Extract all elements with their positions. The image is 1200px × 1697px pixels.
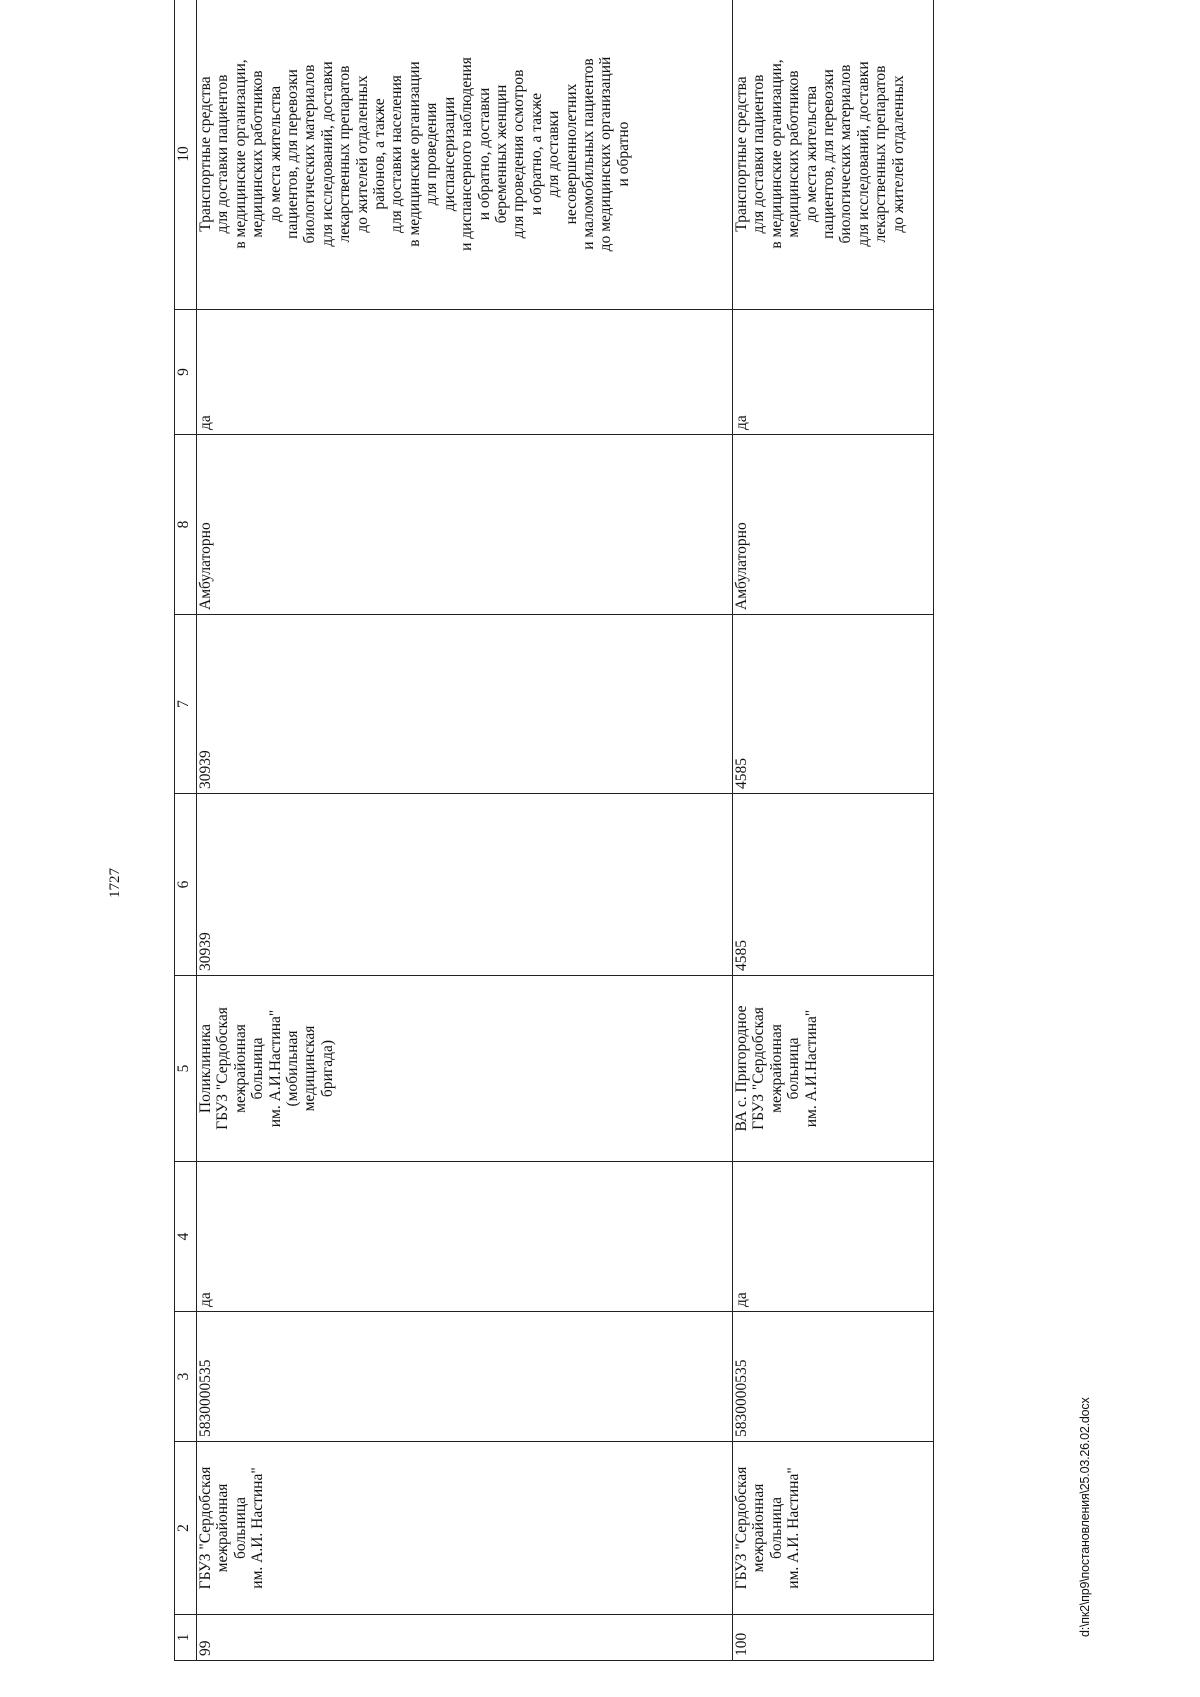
column-header: 4 [175,1162,197,1312]
row-number: 100 [733,1615,934,1661]
column-header: 7 [175,615,197,794]
column-header: 2 [175,1442,197,1615]
flag-col4: да [197,1162,733,1312]
flag-col4: да [733,1162,934,1312]
value-col6: 4585 [733,794,934,976]
column-header: 9 [175,310,197,435]
transport-description: Транспортные средства для доставки пациентов в медицинские организации, медицинских работников до места жительства пациентов, для перевозки биологических материалов для исследований, доставки лекарственных препаратов до жителей отдаленных районов, а также для доставки населения в медицинские организации для проведения диспансеризации и диспансерного наблюдения и обратно, доставки беременных женщин для проведения осмотров и обратно, а также для доставки несовершеннолетних и маломобильных пациентов до медицинских организаций и обратно [197,0,733,310]
organization-code: 5830000535 [197,1312,733,1442]
column-header: 8 [175,435,197,615]
organization-name: ГБУЗ "Сердобская межрайонная больница им. А.И. Настина" [197,1442,733,1615]
page-number: 1727 [107,868,123,898]
file-path-footer: d:\пк2\пр9\постановления\25.03.26.02.docx [1078,1397,1092,1637]
organization-name: ГБУЗ "Сердобская межрайонная больница им. А.И. Настина" [733,1442,934,1615]
column-header: 1 [175,1615,197,1661]
organization-code: 5830000535 [733,1312,934,1442]
column-header: 5 [175,976,197,1162]
table-row [733,0,934,1661]
data-table [174,0,934,1661]
column-header: 10 [175,0,197,310]
column-header: 6 [175,794,197,976]
column-header: 3 [175,1312,197,1442]
flag-col9: да [197,310,733,435]
transport-description: Транспортные средства для доставки пациентов в медицинские организации, медицинских работников до места жительства пациентов, для перевозки биологических материалов для исследований, доставки лекарственных препаратов до жителей отдаленных [733,0,934,310]
flag-col9: да [733,310,934,435]
subdivision-name: Поликлиника ГБУЗ "Сердобская межрайонная больница им. А.И.Настина" (мобильная медицинская бригада) [197,976,733,1162]
table-row [197,0,733,1661]
row-number: 99 [197,1615,733,1661]
value-col7: 30939 [197,615,733,794]
value-col7: 4585 [733,615,934,794]
care-mode: Амбулаторно [197,435,733,615]
header-row [175,0,197,1661]
subdivision-name: ВА с. Пригородное ГБУЗ "Сердобская межрайонная больница им. А.И.Настина" [733,976,934,1162]
value-col6: 30939 [197,794,733,976]
care-mode: Амбулаторно [733,435,934,615]
